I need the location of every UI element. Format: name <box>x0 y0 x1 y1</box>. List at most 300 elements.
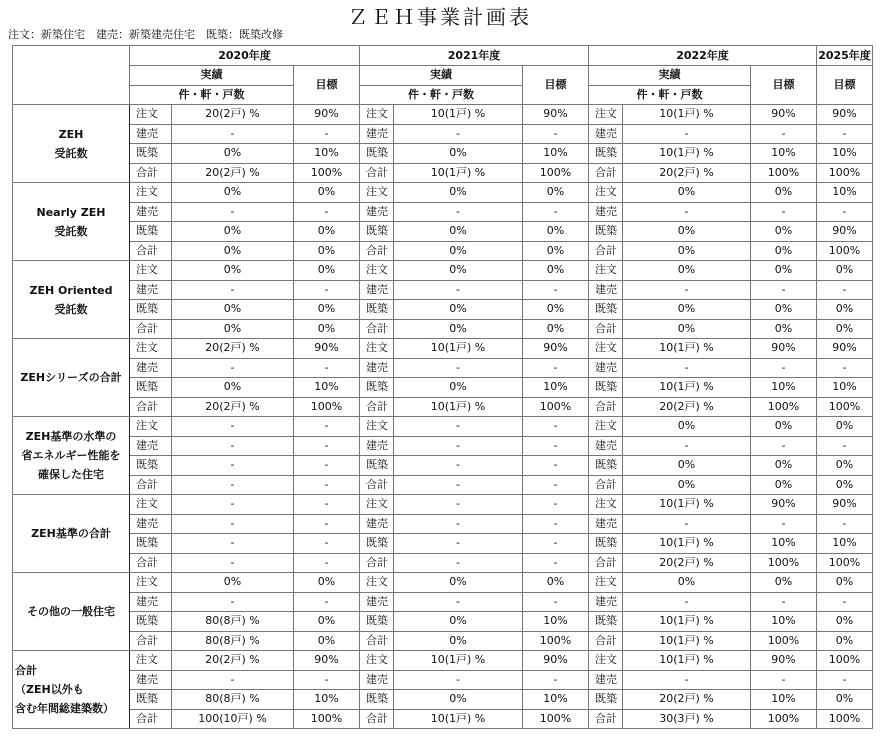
actual-value-2021: - <box>394 495 523 515</box>
table-row <box>13 514 873 534</box>
row-type-label: 建売 <box>589 514 623 534</box>
target-value-2021: 10% <box>523 690 589 710</box>
actual-value-2021: - <box>394 280 523 300</box>
target-value-2020: 0% <box>294 612 360 632</box>
actual-value-2020: - <box>172 436 294 456</box>
actual-value-2020: - <box>172 534 294 554</box>
row-type-label: 合計 <box>360 709 394 729</box>
row-type-label: 注文 <box>360 651 394 671</box>
table-row <box>13 105 873 125</box>
row-type-label: 合計 <box>589 319 623 339</box>
target-value-2020: - <box>294 670 360 690</box>
row-type-label: 建売 <box>360 436 394 456</box>
row-type-label: 注文 <box>589 183 623 203</box>
target-value-2025: 100% <box>817 397 873 417</box>
row-type-label: 建売 <box>360 124 394 144</box>
target-value-2022: 10% <box>751 690 817 710</box>
target-value-2025: 100% <box>817 553 873 573</box>
table-row <box>13 495 873 515</box>
table-row <box>13 709 873 729</box>
row-type-label: 既築 <box>360 612 394 632</box>
target-value-2022: 100% <box>751 163 817 183</box>
row-type-label: 建売 <box>589 202 623 222</box>
category-header-blank <box>13 46 130 105</box>
actual-value-2021: - <box>394 534 523 554</box>
category-label: ZEH基準の合計 <box>13 495 130 573</box>
row-type-label: 合計 <box>589 631 623 651</box>
actual-value-2021: 0% <box>394 183 523 203</box>
actual-value-2020: 20(2戸) % <box>172 397 294 417</box>
actual-value-2020: 0% <box>172 261 294 281</box>
table-row <box>13 475 873 495</box>
actual-value-2020: - <box>172 495 294 515</box>
target-value-2020: 10% <box>294 690 360 710</box>
actual-header-2022: 実績 <box>589 66 751 86</box>
year-header-2020: 2020年度 <box>130 46 360 66</box>
target-value-2022: - <box>751 124 817 144</box>
target-value-2021: - <box>523 670 589 690</box>
target-value-2020: 0% <box>294 222 360 242</box>
actual-value-2022: 10(1戸) % <box>623 612 751 632</box>
actual-value-2020: - <box>172 475 294 495</box>
row-type-label: 合計 <box>360 553 394 573</box>
actual-value-2020: 20(2戸) % <box>172 651 294 671</box>
row-type-label: 建売 <box>130 670 172 690</box>
target-value-2025: 0% <box>817 319 873 339</box>
actual-value-2022: 0% <box>623 241 751 261</box>
abbreviation-legend: 注文：新築住宅 建売：新築建売住宅 既築：既築改修 <box>8 28 283 41</box>
actual-value-2020: - <box>172 670 294 690</box>
actual-value-2022: 10(1戸) % <box>623 631 751 651</box>
actual-value-2021: 10(1戸) % <box>394 339 523 359</box>
row-type-label: 既築 <box>589 378 623 398</box>
target-value-2025: 100% <box>817 163 873 183</box>
target-value-2022: - <box>751 514 817 534</box>
actual-value-2020: 80(8戸) % <box>172 631 294 651</box>
actual-value-2021: - <box>394 670 523 690</box>
actual-value-2021: 0% <box>394 690 523 710</box>
year-header-2025: 2025年度 <box>817 46 873 66</box>
target-value-2021: 90% <box>523 105 589 125</box>
subheader-row <box>13 66 873 86</box>
target-value-2021: 10% <box>523 144 589 164</box>
target-value-2021: - <box>523 358 589 378</box>
target-value-2021: - <box>523 495 589 515</box>
row-type-label: 注文 <box>130 651 172 671</box>
target-value-2020: 100% <box>294 163 360 183</box>
target-value-2022: 10% <box>751 612 817 632</box>
row-type-label: 既築 <box>589 456 623 476</box>
target-value-2025: 90% <box>817 105 873 125</box>
row-type-label: 注文 <box>589 651 623 671</box>
actual-value-2020: - <box>172 514 294 534</box>
actual-value-2022: 0% <box>623 222 751 242</box>
target-value-2021: - <box>523 456 589 476</box>
target-value-2025: - <box>817 592 873 612</box>
row-type-label: 合計 <box>130 475 172 495</box>
table-row <box>13 631 873 651</box>
row-type-label: 注文 <box>360 261 394 281</box>
row-type-label: 注文 <box>130 261 172 281</box>
actual-value-2020: 20(2戸) % <box>172 339 294 359</box>
target-value-2020: 0% <box>294 241 360 261</box>
target-value-2025: - <box>817 514 873 534</box>
table-row <box>13 378 873 398</box>
target-value-2021: 0% <box>523 241 589 261</box>
row-type-label: 注文 <box>130 573 172 593</box>
target-value-2020: - <box>294 553 360 573</box>
row-type-label: 既築 <box>360 144 394 164</box>
row-type-label: 既築 <box>130 612 172 632</box>
actual-value-2020: 0% <box>172 183 294 203</box>
table-row <box>13 456 873 476</box>
row-type-label: 注文 <box>130 339 172 359</box>
row-type-label: 建売 <box>130 514 172 534</box>
target-value-2022: - <box>751 358 817 378</box>
target-value-2021: 0% <box>523 319 589 339</box>
target-value-2025: 0% <box>817 456 873 476</box>
target-value-2025: 0% <box>817 631 873 651</box>
target-value-2022: - <box>751 670 817 690</box>
actual-value-2021: 0% <box>394 612 523 632</box>
target-value-2020: 0% <box>294 631 360 651</box>
row-type-label: 既築 <box>589 222 623 242</box>
actual-value-2021: 0% <box>394 631 523 651</box>
actual-value-2020: - <box>172 124 294 144</box>
table-row <box>13 261 873 281</box>
target-value-2021: 10% <box>523 612 589 632</box>
row-type-label: 注文 <box>360 495 394 515</box>
row-type-label: 建売 <box>589 124 623 144</box>
row-type-label: 既築 <box>360 690 394 710</box>
actual-value-2020: 20(2戸) % <box>172 105 294 125</box>
row-type-label: 合計 <box>130 397 172 417</box>
row-type-label: 合計 <box>130 553 172 573</box>
table-row <box>13 222 873 242</box>
row-type-label: 注文 <box>360 573 394 593</box>
actual-value-2022: 10(1戸) % <box>623 651 751 671</box>
table-row <box>13 553 873 573</box>
actual-value-2020: 0% <box>172 378 294 398</box>
target-value-2020: - <box>294 534 360 554</box>
target-value-2021: - <box>523 534 589 554</box>
row-type-label: 注文 <box>589 261 623 281</box>
actual-value-2020: - <box>172 417 294 437</box>
target-value-2021: - <box>523 202 589 222</box>
actual-value-2021: - <box>394 553 523 573</box>
target-header-2021: 目標 <box>523 66 589 105</box>
category-label: ZEH Oriented 受託数 <box>13 261 130 339</box>
table-row <box>13 436 873 456</box>
target-value-2020: - <box>294 358 360 378</box>
row-type-label: 建売 <box>130 202 172 222</box>
table-row <box>13 397 873 417</box>
target-value-2020: - <box>294 280 360 300</box>
page-title: ＺＥＨ事業計画表 <box>348 5 532 29</box>
row-type-label: 合計 <box>589 553 623 573</box>
actual-value-2021: 0% <box>394 241 523 261</box>
target-value-2021: - <box>523 280 589 300</box>
row-type-label: 合計 <box>589 241 623 261</box>
actual-value-2022: 0% <box>623 456 751 476</box>
target-value-2022: 0% <box>751 573 817 593</box>
target-value-2025: 10% <box>817 534 873 554</box>
actual-value-2020: 0% <box>172 222 294 242</box>
actual-value-2022: - <box>623 124 751 144</box>
target-value-2021: 90% <box>523 651 589 671</box>
target-value-2020: 0% <box>294 573 360 593</box>
table-row <box>13 144 873 164</box>
row-type-label: 合計 <box>360 163 394 183</box>
row-type-label: 建売 <box>360 514 394 534</box>
target-value-2025: 10% <box>817 378 873 398</box>
target-header-2022: 目標 <box>751 66 817 105</box>
target-value-2025: 90% <box>817 222 873 242</box>
table-row <box>13 124 873 144</box>
target-value-2025: 90% <box>817 339 873 359</box>
actual-value-2020: 100(10戸) % <box>172 709 294 729</box>
target-value-2022: 0% <box>751 456 817 476</box>
row-type-label: 建売 <box>589 592 623 612</box>
target-value-2020: - <box>294 436 360 456</box>
table-row <box>13 241 873 261</box>
row-type-label: 既築 <box>130 144 172 164</box>
actual-value-2020: - <box>172 456 294 476</box>
row-type-label: 既築 <box>360 222 394 242</box>
row-type-label: 既築 <box>130 378 172 398</box>
target-value-2021: 100% <box>523 631 589 651</box>
row-type-label: 注文 <box>360 339 394 359</box>
target-value-2022: - <box>751 592 817 612</box>
row-type-label: 建売 <box>589 436 623 456</box>
target-value-2021: 10% <box>523 378 589 398</box>
target-value-2022: 100% <box>751 709 817 729</box>
actual-value-2021: 10(1戸) % <box>394 105 523 125</box>
actual-value-2020: 20(2戸) % <box>172 163 294 183</box>
actual-value-2021: 10(1戸) % <box>394 709 523 729</box>
actual-value-2021: - <box>394 456 523 476</box>
target-value-2022: 100% <box>751 397 817 417</box>
target-value-2025: 0% <box>817 417 873 437</box>
row-type-label: 注文 <box>360 417 394 437</box>
table-row <box>13 651 873 671</box>
target-value-2022: 0% <box>751 319 817 339</box>
target-value-2025: 100% <box>817 241 873 261</box>
row-type-label: 合計 <box>360 475 394 495</box>
target-value-2025: 90% <box>817 495 873 515</box>
target-value-2020: 0% <box>294 261 360 281</box>
actual-value-2021: 10(1戸) % <box>394 163 523 183</box>
row-type-label: 合計 <box>130 319 172 339</box>
row-type-label: 建売 <box>130 436 172 456</box>
table-row <box>13 280 873 300</box>
actual-value-2022: 10(1戸) % <box>623 144 751 164</box>
target-value-2021: - <box>523 475 589 495</box>
table-row <box>13 319 873 339</box>
actual-value-2020: 80(8戸) % <box>172 612 294 632</box>
target-value-2021: - <box>523 553 589 573</box>
target-value-2025: 0% <box>817 573 873 593</box>
target-value-2020: 90% <box>294 651 360 671</box>
row-type-label: 既築 <box>360 378 394 398</box>
target-value-2022: 0% <box>751 300 817 320</box>
actual-value-2021: 0% <box>394 300 523 320</box>
actual-value-2021: - <box>394 592 523 612</box>
table-row <box>13 300 873 320</box>
target-value-2022: 0% <box>751 261 817 281</box>
table-row <box>13 690 873 710</box>
actual-value-2021: 0% <box>394 222 523 242</box>
row-type-label: 合計 <box>360 397 394 417</box>
target-value-2021: 100% <box>523 397 589 417</box>
table-row <box>13 183 873 203</box>
target-value-2021: - <box>523 436 589 456</box>
actual-value-2022: 0% <box>623 417 751 437</box>
year-header-2021: 2021年度 <box>360 46 589 66</box>
actual-value-2021: - <box>394 436 523 456</box>
target-value-2021: 0% <box>523 261 589 281</box>
target-value-2025: - <box>817 202 873 222</box>
row-type-label: 合計 <box>589 475 623 495</box>
category-label: ZEHシリーズの合計 <box>13 339 130 417</box>
target-value-2021: - <box>523 124 589 144</box>
actual-header-2021: 実績 <box>360 66 523 86</box>
target-value-2020: 0% <box>294 183 360 203</box>
target-value-2021: 100% <box>523 163 589 183</box>
target-value-2022: 0% <box>751 475 817 495</box>
actual-value-2021: - <box>394 202 523 222</box>
target-value-2021: - <box>523 514 589 534</box>
actual-value-2022: - <box>623 670 751 690</box>
actual-value-2022: 0% <box>623 475 751 495</box>
target-value-2022: 0% <box>751 222 817 242</box>
target-value-2020: 0% <box>294 300 360 320</box>
row-type-label: 合計 <box>360 319 394 339</box>
actual-value-2022: 0% <box>623 300 751 320</box>
target-value-2020: 100% <box>294 709 360 729</box>
target-value-2022: 90% <box>751 651 817 671</box>
row-type-label: 注文 <box>589 495 623 515</box>
actual-value-2021: 0% <box>394 319 523 339</box>
row-type-label: 建売 <box>130 124 172 144</box>
target-value-2022: 10% <box>751 378 817 398</box>
row-type-label: 建売 <box>360 202 394 222</box>
target-value-2025: - <box>817 280 873 300</box>
actual-value-2022: - <box>623 280 751 300</box>
target-value-2022: 0% <box>751 417 817 437</box>
row-type-label: 建売 <box>130 280 172 300</box>
actual-value-2021: 10(1戸) % <box>394 651 523 671</box>
row-type-label: 既築 <box>589 300 623 320</box>
table-row <box>13 612 873 632</box>
target-value-2025: 100% <box>817 651 873 671</box>
actual-value-2022: 20(2戸) % <box>623 163 751 183</box>
target-value-2025: - <box>817 436 873 456</box>
target-value-2022: 10% <box>751 144 817 164</box>
row-type-label: 建売 <box>130 592 172 612</box>
target-value-2025: 0% <box>817 690 873 710</box>
target-value-2021: 0% <box>523 222 589 242</box>
actual-value-2020: 0% <box>172 319 294 339</box>
actual-value-2021: - <box>394 475 523 495</box>
actual-value-2020: 0% <box>172 573 294 593</box>
target-value-2025: 0% <box>817 261 873 281</box>
target-value-2022: - <box>751 202 817 222</box>
actual-value-2022: - <box>623 592 751 612</box>
row-type-label: 既築 <box>130 456 172 476</box>
target-value-2020: - <box>294 124 360 144</box>
row-type-label: 合計 <box>589 163 623 183</box>
unit-header-2022: 件・軒・戸数 <box>589 85 751 105</box>
target-value-2025: 0% <box>817 612 873 632</box>
row-type-label: 注文 <box>130 417 172 437</box>
target-value-2021: - <box>523 592 589 612</box>
target-value-2025: 10% <box>817 183 873 203</box>
actual-value-2022: - <box>623 436 751 456</box>
row-type-label: 合計 <box>130 709 172 729</box>
target-value-2020: - <box>294 456 360 476</box>
row-type-label: 既築 <box>589 612 623 632</box>
row-type-label: 建売 <box>130 358 172 378</box>
row-type-label: 注文 <box>130 105 172 125</box>
actual-value-2022: - <box>623 358 751 378</box>
actual-value-2022: 20(2戸) % <box>623 690 751 710</box>
target-value-2020: - <box>294 495 360 515</box>
target-value-2020: 0% <box>294 319 360 339</box>
target-value-2022: 90% <box>751 105 817 125</box>
actual-value-2022: - <box>623 514 751 534</box>
row-type-label: 既築 <box>130 690 172 710</box>
table-row <box>13 358 873 378</box>
row-type-label: 合計 <box>130 631 172 651</box>
actual-value-2020: - <box>172 592 294 612</box>
category-label: Nearly ZEH 受託数 <box>13 183 130 261</box>
target-value-2025: - <box>817 670 873 690</box>
category-label: その他の一般住宅 <box>13 573 130 651</box>
row-type-label: 建売 <box>589 670 623 690</box>
plan-body <box>13 105 873 729</box>
actual-value-2020: 0% <box>172 300 294 320</box>
row-type-label: 既築 <box>130 222 172 242</box>
actual-value-2022: 0% <box>623 183 751 203</box>
row-type-label: 注文 <box>589 105 623 125</box>
row-type-label: 既築 <box>589 690 623 710</box>
row-type-label: 建売 <box>360 358 394 378</box>
target-value-2025: - <box>817 124 873 144</box>
row-type-label: 建売 <box>589 280 623 300</box>
actual-value-2020: 0% <box>172 241 294 261</box>
row-type-label: 建売 <box>589 358 623 378</box>
target-value-2020: 100% <box>294 397 360 417</box>
actual-header-2020: 実績 <box>130 66 294 86</box>
row-type-label: 合計 <box>130 241 172 261</box>
target-value-2022: - <box>751 436 817 456</box>
actual-value-2020: - <box>172 358 294 378</box>
target-header-2025: 目標 <box>817 66 873 105</box>
row-type-label: 注文 <box>130 183 172 203</box>
actual-value-2022: 10(1戸) % <box>623 378 751 398</box>
actual-value-2020: - <box>172 202 294 222</box>
target-value-2020: - <box>294 202 360 222</box>
category-label: ZEH基準の水準の 省エネルギー性能を 確保した住宅 <box>13 417 130 495</box>
target-value-2020: - <box>294 417 360 437</box>
row-type-label: 既築 <box>589 534 623 554</box>
actual-value-2020: 0% <box>172 144 294 164</box>
table-row <box>13 202 873 222</box>
unit-header-row <box>13 85 873 105</box>
target-value-2022: 90% <box>751 495 817 515</box>
table-row <box>13 417 873 437</box>
